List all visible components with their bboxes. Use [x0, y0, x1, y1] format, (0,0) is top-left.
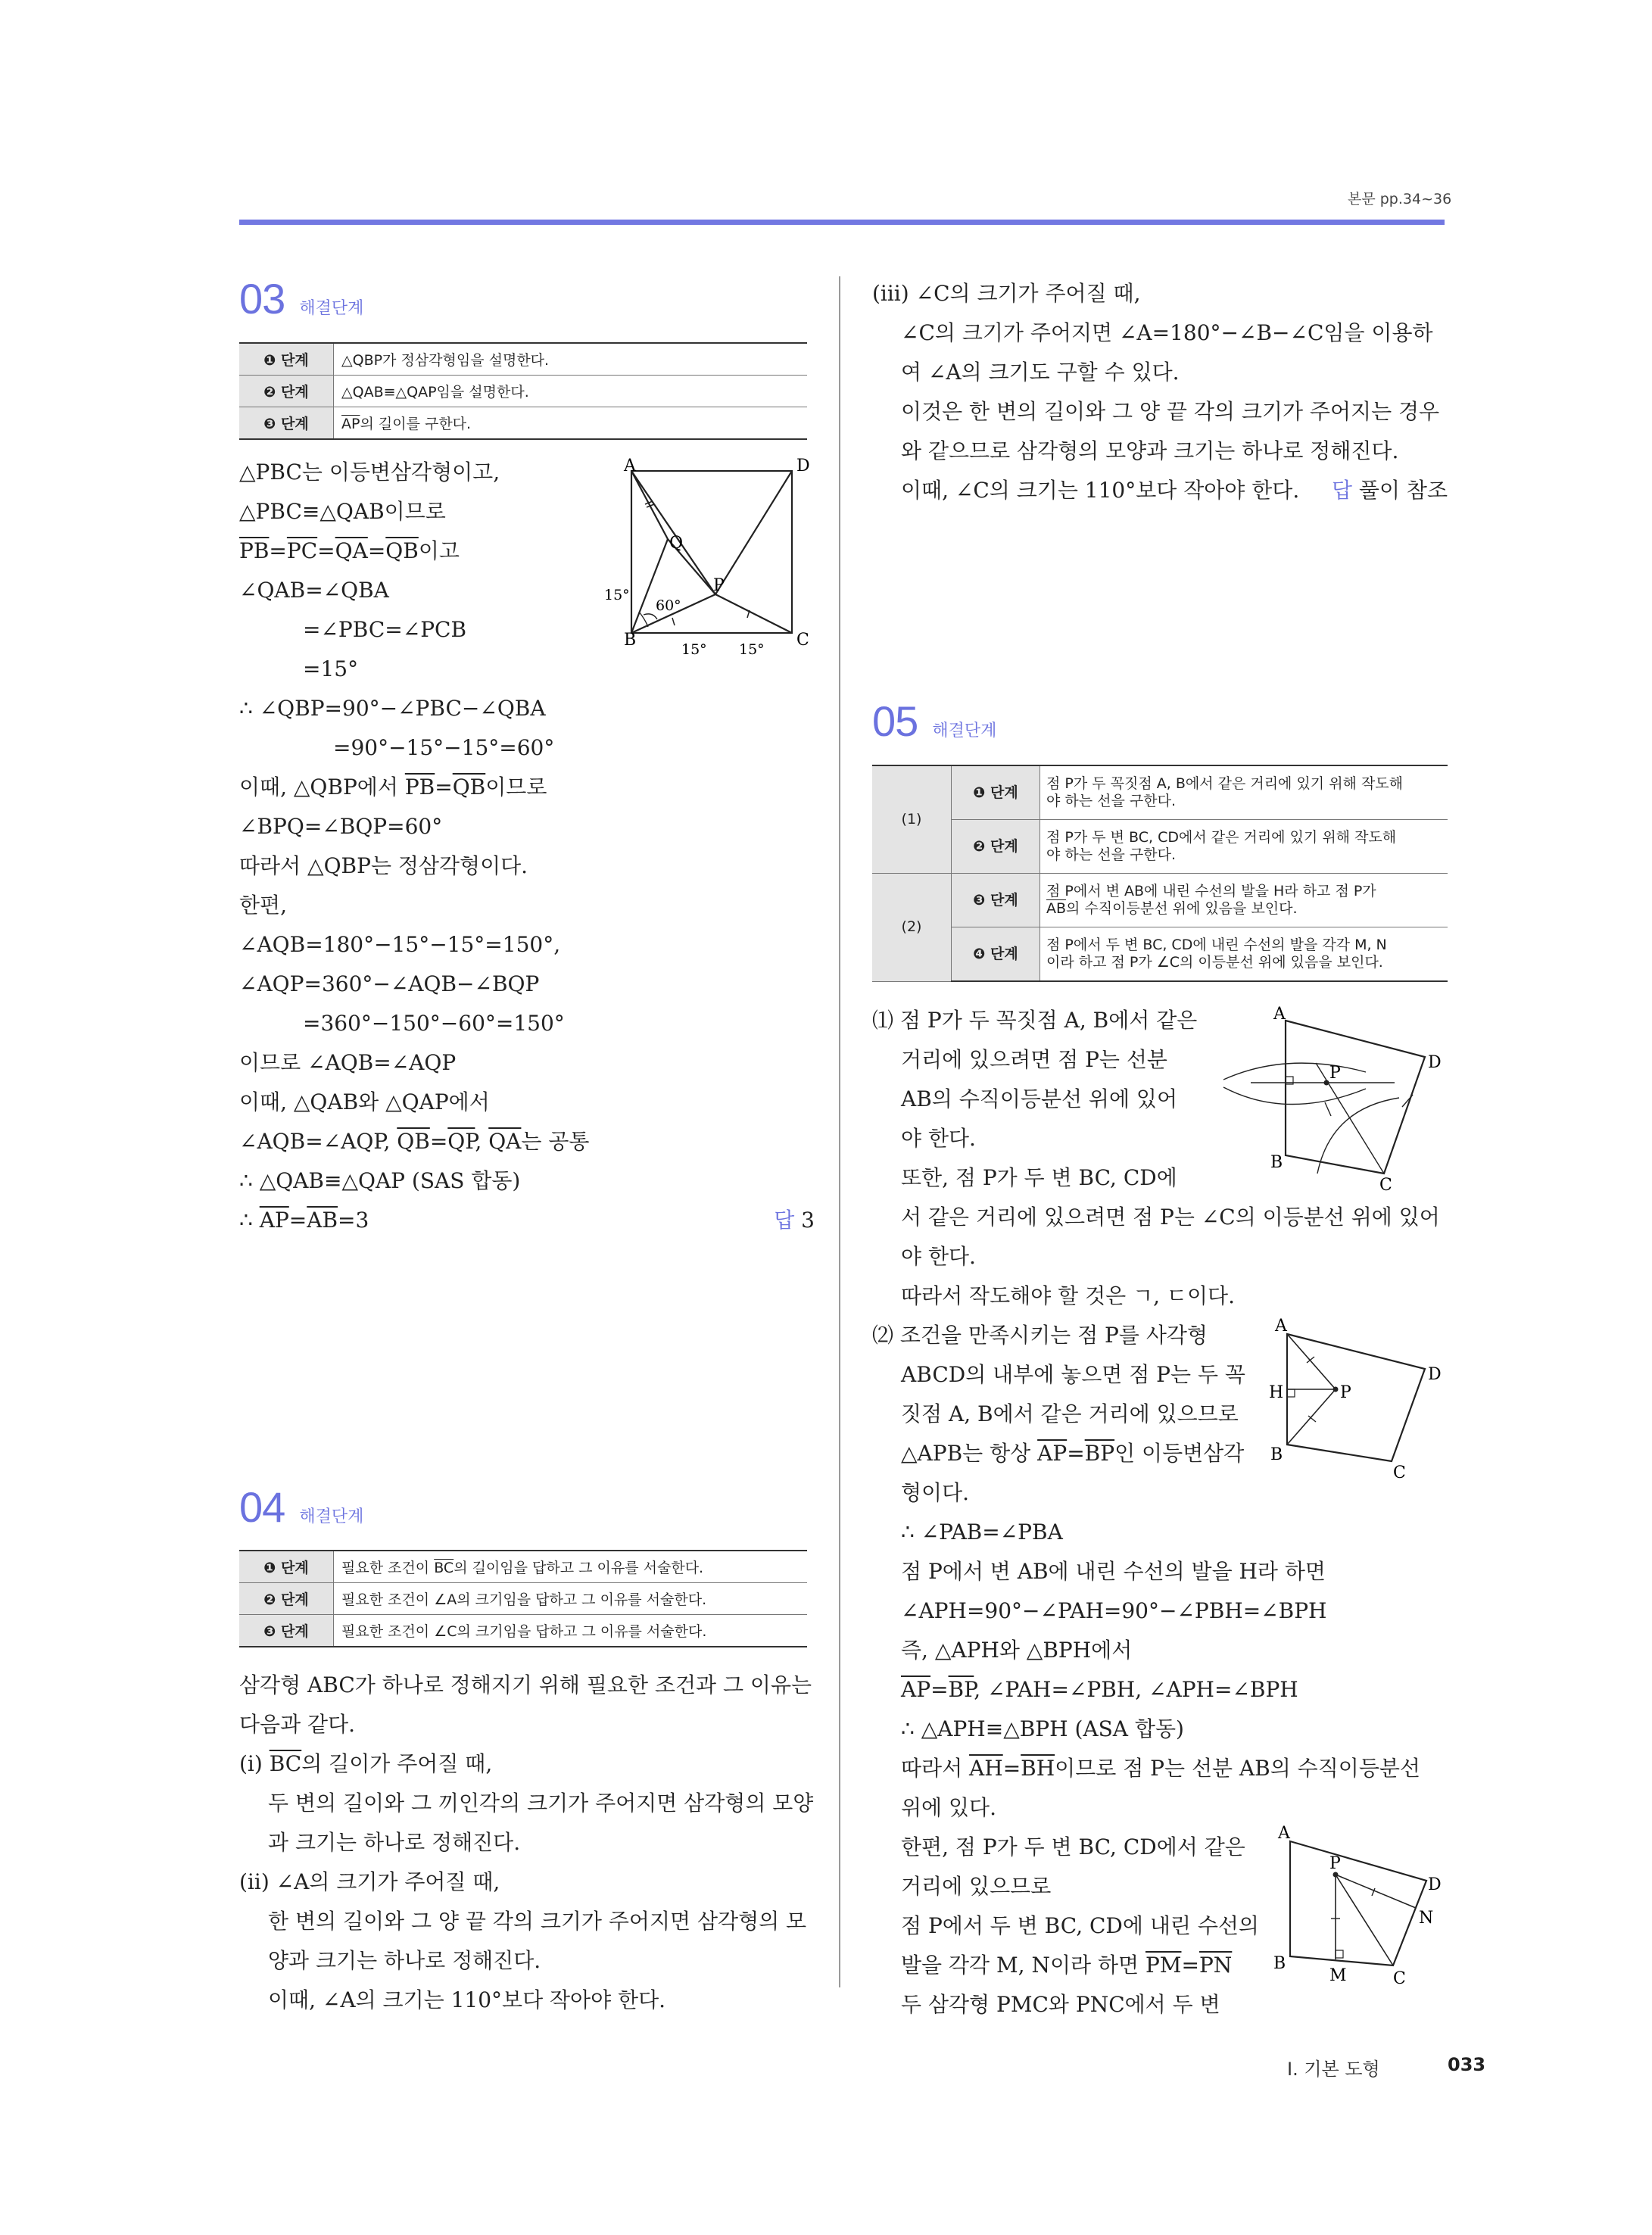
- solution-line: 즉, △APH와 △BPH에서: [901, 1638, 1133, 1663]
- vertex-label: C: [1393, 1464, 1406, 1482]
- table-row: [872, 874, 1448, 927]
- equals: =: [317, 538, 335, 563]
- text: (ⅰ): [239, 1751, 270, 1776]
- vertex-label: C: [796, 631, 809, 650]
- step-label: ❷ 단계: [239, 376, 334, 407]
- column-divider: [839, 276, 840, 1987]
- group-label: (2): [872, 874, 952, 982]
- text: 이때, ∠C의 크기는 110°보다 작아야 한다.: [901, 478, 1300, 503]
- vertex-label: D: [1428, 1053, 1442, 1072]
- text: ∠AQB=∠AQP,: [239, 1129, 397, 1154]
- solution-line: =∠PBC=∠PCB: [303, 617, 467, 642]
- overline-segment: $\overline{AP}$: [259, 1208, 289, 1233]
- table-row: [239, 1615, 807, 1647]
- solution-line: [239, 1201, 815, 1240]
- answer-value: 3: [801, 1208, 815, 1233]
- section-number: 05: [872, 697, 918, 745]
- s04-steps-table: [239, 1550, 807, 1647]
- step-text: [334, 407, 808, 440]
- equals: =: [288, 1208, 307, 1233]
- angle-label: 60°: [656, 597, 681, 614]
- equals: =: [435, 775, 453, 800]
- text: ∴: [239, 1208, 260, 1233]
- answer: [1332, 471, 1448, 510]
- solution-line: ∠QAB=∠QBA: [239, 578, 389, 603]
- step-text-line: 이라 하고 점 P가 ∠C의 이등분선 위에 있음을 보인다.: [1046, 954, 1383, 971]
- overline-segment: $\overline{QP}$: [447, 1129, 475, 1154]
- segment-pd: [715, 471, 792, 594]
- solution-line: AB의 수직이등분선 위에 있어: [901, 1086, 1178, 1111]
- section-subtitle: 해결단계: [932, 722, 997, 740]
- solution-line: 두 변의 길이와 그 끼인각의 크기가 주어지면 삼각형의 모양: [268, 1791, 814, 1816]
- solution-line: [239, 1122, 815, 1161]
- step-text-line: 점 P에서 두 변 BC, CD에 내린 수선의 발을 각각 M, N: [1046, 937, 1387, 953]
- step-text: [334, 1551, 808, 1583]
- solution-line: 삼각형 ABC가 하나로 정해지기 위해 필요한 조건과 그 이유는: [239, 1672, 812, 1697]
- footer-chapter: Ⅰ. 기본 도형: [1287, 2059, 1380, 2080]
- table-row: [239, 343, 807, 376]
- text: 따라서: [901, 1756, 970, 1781]
- overline-segment: $\overline{AP}$: [1037, 1441, 1068, 1466]
- answer: [774, 1201, 815, 1240]
- vertex-label: A: [1278, 1824, 1290, 1843]
- solution-line: 또한, 점 P가 두 변 BC, CD에: [901, 1165, 1177, 1190]
- overline-segment: $\overline{QB}$: [452, 775, 486, 800]
- solution-line: =90°−15°−15°=60°: [333, 735, 555, 760]
- solution-line: =15°: [303, 656, 359, 681]
- overline-segment: $\overline{QB}$: [385, 538, 419, 563]
- figure-isosceles-apb: [1260, 1310, 1457, 1484]
- vertex-label: M: [1329, 1966, 1347, 1985]
- table-row: [239, 376, 807, 407]
- construction-arc: [1317, 1098, 1399, 1174]
- answer-label: 답: [774, 1208, 795, 1233]
- solution-line: ∠AQB=180°−15°−15°=150°,: [239, 932, 561, 957]
- step-label: ❸ 단계: [239, 407, 334, 440]
- answer-label: 답: [1331, 478, 1352, 503]
- overline-segment: $\overline{PC}$: [286, 538, 318, 563]
- step-text: △QBP가 정삼각형임을 설명한다.: [334, 343, 808, 376]
- text: =3: [338, 1208, 369, 1233]
- solution-line: △PBC≡△QAB이므로: [239, 499, 446, 524]
- construction-arc: [1223, 1063, 1366, 1080]
- step-text-rest: 의 길이를 구한다.: [360, 416, 472, 432]
- overline-segment: $\overline{PB}$: [239, 538, 270, 563]
- segment-bp: [1287, 1389, 1336, 1445]
- solution-line: 따라서 △QBP는 정삼각형이다.: [239, 853, 528, 878]
- section-number: 04: [239, 1483, 285, 1531]
- solution-line: ∴ ∠QBP=90°−∠PBC−∠QBA: [239, 696, 546, 721]
- overline-segment: $\overline{BC}$: [434, 1560, 454, 1576]
- solution-line: 거리에 있으므로: [901, 1874, 1052, 1899]
- overline-segment: $\overline{PB}$: [404, 775, 435, 800]
- solution-line: 따라서 작도해야 할 것은 ㄱ, ㄷ이다.: [901, 1283, 1235, 1308]
- vertex-label: H: [1269, 1383, 1284, 1402]
- step-text: [1040, 820, 1448, 874]
- solution-line: 점 P에서 두 변 BC, CD에 내린 수선의: [901, 1913, 1259, 1938]
- vertex-label: B: [1270, 1445, 1283, 1464]
- vertex-label: N: [1419, 1909, 1434, 1928]
- vertex-label: B: [624, 631, 637, 650]
- vertex-label: B: [1270, 1153, 1283, 1172]
- solution-line: 이것은 한 변의 길이와 그 양 끝 각의 크기가 주어지는 경우: [901, 399, 1440, 424]
- solution-line: =360°−150°−60°=150°: [303, 1011, 565, 1036]
- solution-line: 위에 있다.: [901, 1795, 996, 1820]
- solution-line: [872, 1749, 1448, 1788]
- overline-segment: $\overline{PN}$: [1198, 1953, 1233, 1978]
- vertex-label: C: [1379, 1176, 1392, 1195]
- text: 이므로 점 P는 선분 AB의 수직이등분선: [1055, 1756, 1420, 1781]
- section-subtitle: 해결단계: [299, 1507, 364, 1526]
- header-rule: [239, 220, 1445, 225]
- vertex-label: P: [1329, 1064, 1341, 1083]
- answer-value: 풀이 참조: [1358, 478, 1448, 503]
- vertex-label: A: [1275, 1317, 1287, 1336]
- solution-line: ∴ △APH≡△BPH (ASA 합동): [901, 1716, 1184, 1741]
- arc-mark: [1325, 1102, 1331, 1116]
- solution-line: ∠BPQ=∠BQP=60°: [239, 814, 443, 839]
- solution-line: 한편,: [239, 893, 287, 918]
- s04-solution-continued: [872, 274, 1448, 510]
- solution-line: 여 ∠A의 크기도 구할 수 있다.: [901, 360, 1180, 385]
- overline-segment: $\overline{PM}$: [1145, 1953, 1182, 1978]
- vertex-label: A: [1273, 1005, 1286, 1024]
- solution-line: 서 같은 거리에 있으려면 점 P는 ∠C의 이등분선 위에 있어: [901, 1205, 1440, 1230]
- point-p: [1333, 1387, 1339, 1392]
- angle-arc: [644, 614, 657, 619]
- step-label: ❶ 단계: [952, 765, 1040, 820]
- text: 이때, △QBP에서: [239, 775, 405, 800]
- table-row: [239, 407, 807, 440]
- page-number: 033: [1448, 2054, 1486, 2075]
- section-number: 03: [239, 275, 285, 323]
- table-row: [872, 927, 1448, 982]
- solution-line: 와 같으므로 삼각형의 모양과 크기는 하나로 정해진다.: [901, 438, 1399, 463]
- text: ,: [475, 1129, 489, 1154]
- vertex-label: C: [1393, 1969, 1406, 1988]
- step-text: [1040, 874, 1448, 927]
- text: 이므로: [485, 775, 547, 800]
- table-row: [239, 1583, 807, 1615]
- vertex-label: Q: [669, 534, 684, 553]
- overline-segment: $\overline{QA}$: [335, 538, 368, 563]
- overline-segment: $\overline{AB}$: [307, 1208, 338, 1233]
- vertex-label: A: [624, 457, 636, 475]
- overline-segment: $\overline{AB}$: [1046, 900, 1067, 917]
- solution-line: ∠C의 크기가 주어지면 ∠A=180°−∠B−∠C임을 이용하: [901, 320, 1433, 345]
- solution-line: ∴ ∠PAB=∠PBA: [901, 1520, 1063, 1545]
- solution-line: 이므로 ∠AQB=∠AQP: [239, 1050, 457, 1075]
- angle-label: 15°: [739, 641, 765, 658]
- solution-line: 한 변의 길이와 그 양 끝 각의 크기가 주어지면 삼각형의 모: [268, 1909, 807, 1934]
- solution-line: 과 크기는 하나로 정해진다.: [268, 1830, 521, 1855]
- solution-line: 야 한다.: [901, 1244, 976, 1269]
- solution-line: 점 P에서 변 AB에 내린 수선의 발을 H라 하면: [901, 1559, 1326, 1584]
- solution-line: 한편, 점 P가 두 변 BC, CD에서 같은: [901, 1834, 1245, 1859]
- solution-line: 거리에 있으려면 점 P는 선분: [901, 1047, 1167, 1072]
- step-text-line: 점 P에서 변 AB에 내린 수선의 발을 H라 하고 점 P가: [1046, 883, 1376, 899]
- solution-line: △PBC는 이등변삼각형이고,: [239, 460, 500, 485]
- page-reference: 본문 pp.34~36: [1348, 191, 1452, 207]
- group-label: (1): [872, 765, 952, 874]
- step-text: 필요한 조건이 ∠C의 크기임을 답하고 그 이유를 서술한다.: [334, 1615, 808, 1647]
- solution-line: 이때, △QAB와 △QAP에서: [239, 1089, 490, 1114]
- angle-label: 15°: [604, 587, 630, 603]
- section-03-heading: [239, 274, 363, 323]
- tick-mark: [672, 618, 675, 625]
- section-05-heading: [872, 697, 996, 746]
- step-text-line: [1046, 900, 1442, 918]
- angle-label: 15°: [681, 641, 707, 658]
- step-label: ❷ 단계: [239, 1583, 334, 1615]
- equals: =: [367, 538, 386, 563]
- step-label: ❶ 단계: [239, 1551, 334, 1583]
- figure-construction: [1204, 998, 1454, 1195]
- overline-segment: $\overline{BP}$: [1084, 1441, 1115, 1466]
- text: 의 수직이등분선 위에 있음을 보인다.: [1066, 900, 1298, 917]
- vertex-label: P: [1340, 1383, 1351, 1402]
- text: 는 공통: [521, 1129, 590, 1154]
- solution-line: [239, 768, 815, 807]
- segment-aq: [631, 471, 668, 539]
- segment-cp: [715, 594, 792, 633]
- solution-line: 이때, ∠A의 크기는 110°보다 작아야 한다.: [268, 1987, 666, 2012]
- text: △APB는 항상: [901, 1441, 1038, 1466]
- step-label: ❸ 단계: [952, 874, 1040, 927]
- figure-pmn: [1260, 1817, 1457, 1999]
- step-text: [1040, 765, 1448, 820]
- table-row: [239, 1551, 807, 1583]
- solution-line: 형이다.: [901, 1480, 970, 1505]
- step-label: ❹ 단계: [952, 927, 1040, 982]
- text: 의 길이가 주어질 때,: [301, 1751, 493, 1776]
- step-text-line: 점 P가 두 꼭짓점 A, B에서 같은 거리에 있기 위해 작도해: [1046, 775, 1404, 792]
- text: 인 이등변삼각: [1114, 1441, 1245, 1466]
- overline-segment: $\overline{BC}$: [269, 1751, 302, 1776]
- section-04-heading: [239, 1482, 363, 1532]
- overline-segment: $\overline{QA}$: [488, 1129, 522, 1154]
- vertex-label: D: [796, 457, 810, 475]
- point-p: [1324, 1080, 1329, 1086]
- step-text: △QAB≡△QAP임을 설명한다.: [334, 376, 808, 407]
- solution-line: ∴ △QAB≡△QAP (SAS 합동): [239, 1168, 521, 1193]
- step-label: ❸ 단계: [239, 1615, 334, 1647]
- segment-ap: [631, 471, 715, 594]
- solution-line: [872, 471, 1448, 510]
- table-row: [872, 820, 1448, 874]
- solution-line: ⑴ 점 P가 두 꼭짓점 A, B에서 같은: [872, 1008, 1198, 1033]
- vertex-label: D: [1428, 1875, 1442, 1894]
- solution-line: ABCD의 내부에 놓으면 점 P는 두 꼭: [901, 1362, 1245, 1387]
- solution-line: [239, 1744, 815, 1784]
- quadrilateral-abcd: [1286, 1021, 1425, 1174]
- vertex-label: D: [1428, 1365, 1442, 1384]
- equals: =: [429, 1129, 448, 1154]
- solution-line: [872, 1670, 1448, 1710]
- vertex-label: P: [1329, 1854, 1341, 1873]
- text: 이고: [418, 538, 460, 563]
- solution-line: (ⅱ) ∠A의 크기가 주어질 때,: [239, 1869, 500, 1894]
- solution-line: 다음과 같다.: [239, 1712, 356, 1737]
- table-row: [872, 765, 1448, 820]
- step-text-line: 야 하는 선을 구한다.: [1046, 846, 1176, 863]
- overline-segment: $\overline{BH}$: [1021, 1756, 1055, 1781]
- step-text-line: 점 P가 두 변 BC, CD에서 같은 거리에 있기 위해 작도해: [1046, 829, 1397, 846]
- segment-pn: [1336, 1875, 1416, 1908]
- s03-steps-table: [239, 342, 807, 440]
- s04-solution: [239, 1666, 815, 2020]
- text: , ∠PAH=∠PBH, ∠APH=∠BPH: [974, 1677, 1298, 1702]
- solution-line: 야 한다.: [901, 1126, 976, 1151]
- overline-segment: $\overline{AP}$: [341, 416, 360, 432]
- figure-square-abcd: [598, 454, 818, 666]
- solution-line: 두 삼각형 PMC와 PNC에서 두 변: [901, 1992, 1220, 2017]
- equals: =: [269, 538, 287, 563]
- solution-line: 짓점 A, B에서 같은 거리에 있으므로: [901, 1401, 1239, 1426]
- overline-segment: $\overline{AH}$: [969, 1756, 1003, 1781]
- equals: =: [930, 1677, 949, 1702]
- equals: =: [1067, 1441, 1085, 1466]
- s05-steps-table: [872, 765, 1448, 982]
- solution-line: ∠APH=90°−∠PAH=90°−∠PBH=∠BPH: [901, 1598, 1327, 1623]
- vertex-label: P: [713, 576, 725, 595]
- right-angle-mark: [1336, 1950, 1343, 1958]
- step-text-line: 야 하는 선을 구한다.: [1046, 793, 1176, 809]
- solution-line: ⑵ 조건을 만족시키는 점 P를 사각형: [872, 1323, 1208, 1348]
- step-label: ❶ 단계: [239, 343, 334, 376]
- equals: =: [1002, 1756, 1021, 1781]
- step-text: 필요한 조건이 ∠A의 크기임을 답하고 그 이유를 서술한다.: [334, 1583, 808, 1615]
- solution-line: 양과 크기는 하나로 정해진다.: [268, 1948, 541, 1973]
- overline-segment: $\overline{BP}$: [948, 1677, 974, 1702]
- right-angle-mark: [1287, 1389, 1295, 1397]
- construction-arc: [1223, 1087, 1366, 1105]
- quadrilateral-abcd: [1287, 1334, 1425, 1461]
- vertex-label: B: [1273, 1954, 1286, 1973]
- section-subtitle: 해결단계: [299, 299, 364, 318]
- overline-segment: $\overline{QB}$: [397, 1129, 430, 1154]
- step-text-rest: 의 길이임을 답하고 그 이유를 서술한다.: [454, 1560, 704, 1576]
- step-label: ❷ 단계: [952, 820, 1040, 874]
- segment-ap: [1287, 1334, 1336, 1389]
- solution-line: (ⅲ) ∠C의 크기가 주어질 때,: [872, 281, 1141, 306]
- text: 발을 각각 M, N이라 하면: [901, 1953, 1145, 1978]
- segment-pc: [1336, 1875, 1393, 1965]
- overline-segment: $\overline{AP}$: [901, 1677, 931, 1702]
- step-text-pre: 필요한 조건이: [341, 1560, 435, 1576]
- step-text: [1040, 927, 1448, 982]
- equals: =: [1181, 1953, 1199, 1978]
- angle-bisector: [1316, 1063, 1384, 1174]
- solution-line: ∠AQP=360°−∠AQB−∠BQP: [239, 971, 540, 996]
